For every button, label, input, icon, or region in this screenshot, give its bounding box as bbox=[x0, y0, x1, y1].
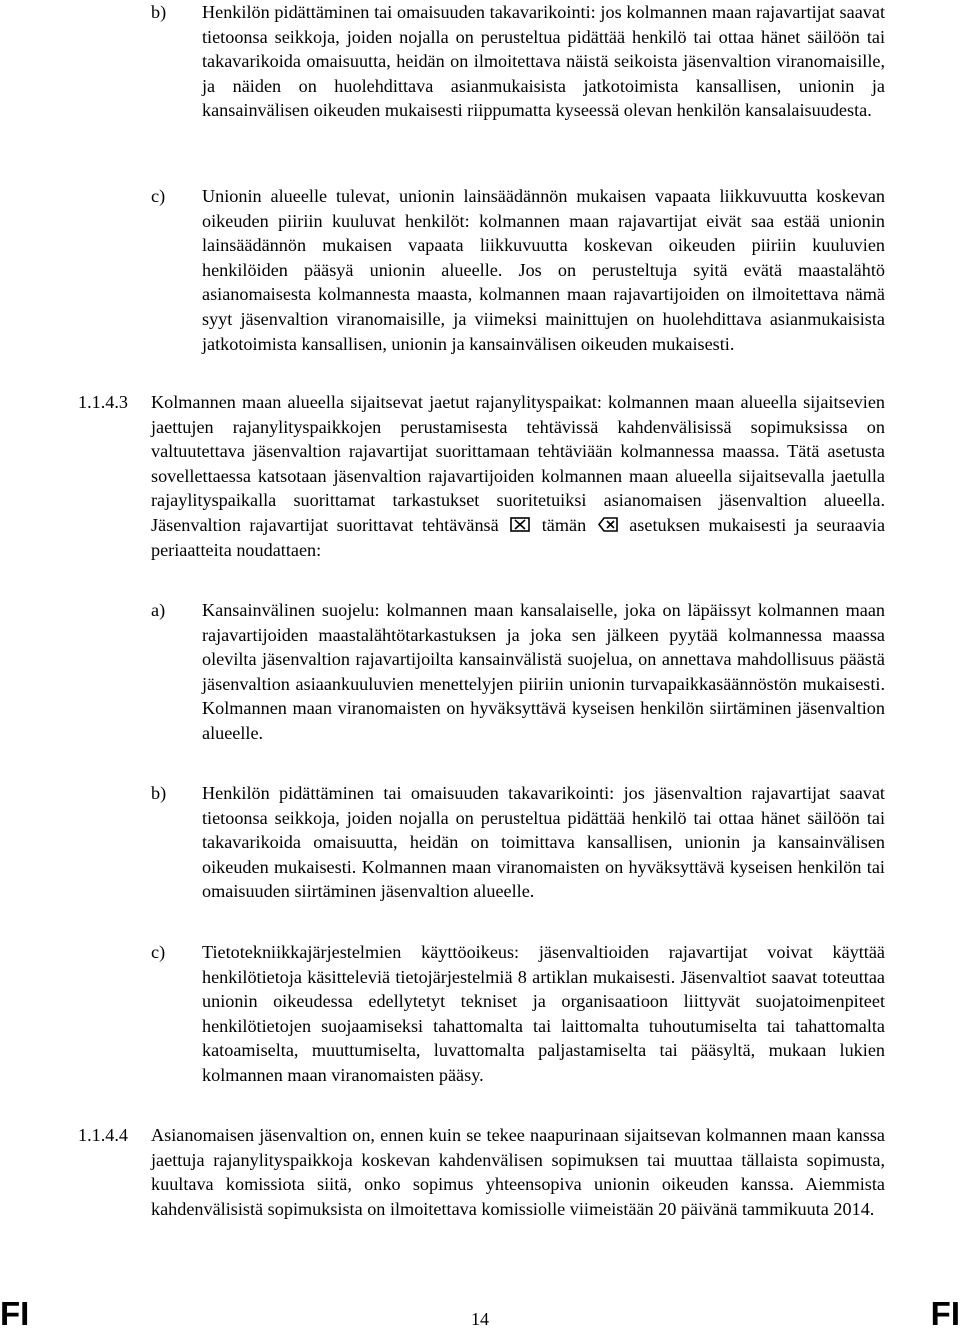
list-label: b) bbox=[151, 783, 167, 803]
list-item-c bbox=[151, 940, 885, 1088]
section-1-1-4-3 bbox=[78, 390, 885, 562]
list-label: b) bbox=[151, 2, 167, 22]
list-item-b bbox=[151, 781, 885, 904]
section-text-part-1: Kolmannen maan alueella sijaitsevat jaetut rajanylityspaikat: kolmannen maan alueella sijaitsevien jaettujen rajanylityspaikkojen perustamisesta tehtävissä kahdenvälisissä sopimuksissa on valtuutettava jäsenvaltion rajavartijat suorittamaan tehtäviään kolmannessa maassa. Tätä asetusta sovellettaessa katsotaan jäsenvaltion rajavartijoiden kolmannen maan alueella sijaitsevalla jaetulla rajaylityspaikalla suorittamat tarkastukset suoritetuiksi asianomaisen jäsenvaltion alueella. Jäsenvaltion rajavartijat suorittavat tehtävänsä bbox=[151, 392, 885, 535]
section-text: Asianomaisen jäsenvaltion on, ennen kuin se tekee naapurinaan sijaitsevan kolmannen maan kanssa jaettuja rajanylityspaikkoja koskevan kahdenvälisen sopimuksen tai muuttaa tällaista sopimusta, kuultava komissiota siitä, onko sopimus yhteensopiva unionin oikeuden kanssa. Aiemmista kahdenvälisistä sopimuksista on ilmoitettava komissiolle viimeistään 20 päivänä tammikuuta 2014. bbox=[151, 1125, 885, 1219]
list-item-text: Henkilön pidättäminen tai omaisuuden takavarikointi: jos jäsenvaltion rajavartijat saavat tietoonsa seikkoja, joiden nojalla on perusteltua pidättää henkilö tai ottaa hänet säilöön tai takavarikoida omaisuutta, heidän on toimittava kansallisen, unionin ja kansainvälisen oikeuden mukaisesti. Kolmannen maan viranomaisten on hyväksyttävä kyseisen henkilön tai omaisuuden siirtäminen jäsenvaltion alueelle. bbox=[202, 783, 885, 902]
list-item-text: Tietotekniikkajärjestelmien käyttöoikeus: jäsenvaltioiden rajavartijat voivat käyttää henkilötietoja käsitteleviä tietojärjestelmiä 8 artiklan mukaisesti. Jäsenvaltiot saavat toteuttaa unionin oikeudessa edellytetyt tekniset ja organisaatioon liittyvät suojatoimenpiteet henkilötietojen suojaamiseksi tahattomalta tai laittomalta tuhoutumiselta tai tahattomalta katoamiselta, muuttumiselta, luvattomalta paljastamiselta tai pääsyltä, mukaan lukien kolmannen maan viranomaisten pääsy. bbox=[202, 942, 885, 1085]
footer-language-left: FI bbox=[0, 1295, 30, 1332]
section-text-part-2: tämän bbox=[541, 514, 587, 535]
page-number: 14 bbox=[471, 1309, 489, 1329]
list-label: a) bbox=[151, 600, 166, 620]
list-item-c-top bbox=[151, 184, 885, 356]
list-item-text: Henkilön pidättäminen tai omaisuuden takavarikointi: jos kolmannen maan rajavartijat saavat tietoonsa seikkoja, joiden nojalla on perusteltua pidättää henkilö tai ottaa hänet säilöön tai takavarikoida omaisuutta, heidän on ilmoitettava näistä seikoista jäsenvaltion viranomaisille, ja näiden on huolehdittava asianmukaisista jatkotoimista kansallisen, unionin ja kansainvälisen oikeuden mukaisesti riippumatta kyseessä olevan henkilön kansalaisuudesta. bbox=[202, 2, 885, 121]
list-item-b-top bbox=[151, 0, 885, 123]
section-text bbox=[151, 390, 885, 562]
list-item-text: Unionin alueelle tulevat, unionin lainsäädännön mukaisen vapaata liikkuvuutta koskevan oikeuden piiriin kuuluvat henkilöt: kolmannen maan rajavartijat eivät saa estää unionin lainsäädännön mukaisen vapaata liikkuvuutta koskevan oikeuden piiriin kuuluvien henkilöiden pääsyä unionin alueelle. Jos on perusteltuja syitä evätä maastalähtö asianomaisesta kolmannesta maasta, kolmannen maan rajavartijoiden on ilmoitettava nämä syyt jäsenvaltion viranomaisille, ja viimeksi mainittujen on huolehdittava asianmukaisista jatkotoimista kansallisen, unionin ja kansainvälisen oikeuden mukaisesti. bbox=[202, 186, 885, 354]
footer-language-right: FI bbox=[930, 1295, 960, 1332]
list-item-text: Kansainvälinen suojelu: kolmannen maan kansalaiselle, joka on läpäissyt kolmannen maan rajavartijoiden maastalähtötarkastuksen ja joka sen jälkeen pyytää kolmannessa maassa olevilta jäsenvaltion rajavartijoilta kansainvälistä suojelua, on annettava mahdollisuus päästä jäsenvaltion asiaankuuluvien menettelyjen piiriin unionin turvapaikkasäännöstön mukaisesti. Kolmannen maan viranomaisten on hyväksyttävä kyseisen henkilön siirtäminen jäsenvaltion alueelle. bbox=[202, 600, 885, 743]
section-1-1-4-4 bbox=[78, 1123, 885, 1221]
list-label: c) bbox=[151, 942, 166, 962]
section-number: 1.1.4.4 bbox=[78, 1125, 129, 1145]
list-item-a bbox=[151, 598, 885, 746]
deletion-mark-icon bbox=[598, 517, 618, 532]
section-text-part-3: asetuksen mukaisesti ja seuraavia periaatteita noudattaen: bbox=[151, 514, 886, 560]
section-number: 1.1.4.3 bbox=[78, 392, 129, 412]
insertion-mark-icon bbox=[510, 517, 530, 532]
list-label: c) bbox=[151, 186, 166, 206]
